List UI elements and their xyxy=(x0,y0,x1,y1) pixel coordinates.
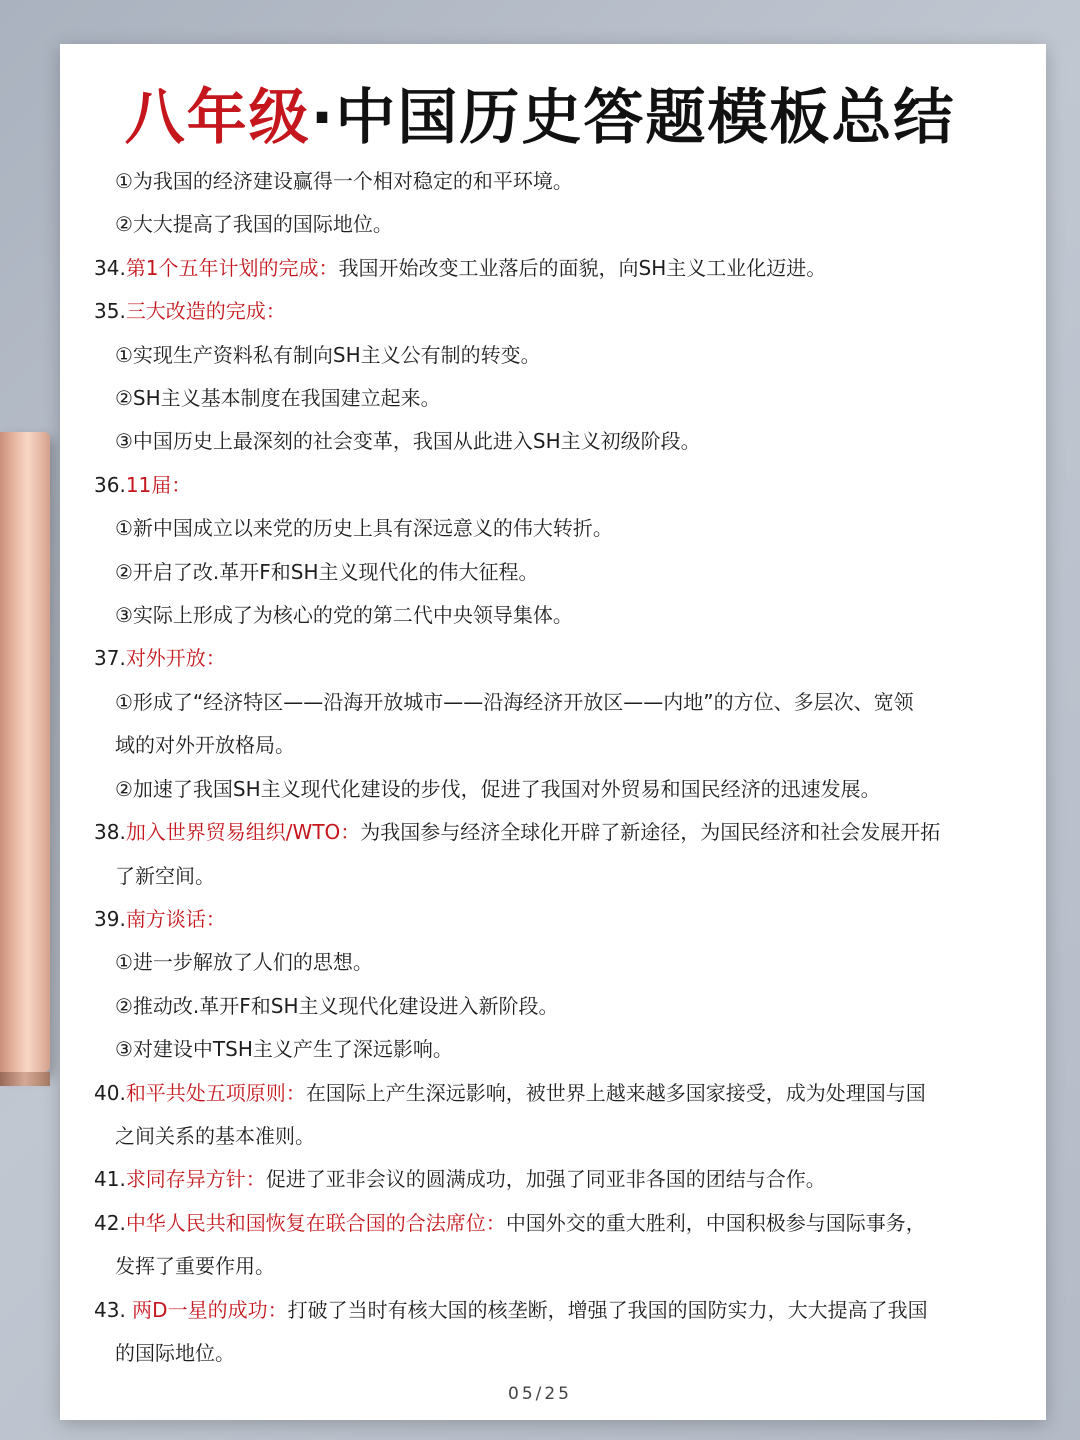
sub-item-continued: 域的对外开放格局。 xyxy=(115,733,295,758)
item-number: 40. xyxy=(94,1080,126,1105)
item-text-continued: 的国际地位。 xyxy=(115,1340,235,1365)
item-heading: 两D一星的成功： xyxy=(132,1297,288,1322)
item-number: 35. xyxy=(94,299,126,324)
item-heading: 对外开放： xyxy=(125,646,226,671)
item-number: 36. xyxy=(94,472,126,497)
item-number: 39. xyxy=(94,906,126,931)
pen-band xyxy=(0,1072,50,1086)
list-item xyxy=(94,1072,1009,1115)
text-line: ②大大提高了我国的国际地位。 xyxy=(115,212,393,237)
title-main: 中国历史答题模板总结 xyxy=(335,83,956,153)
item-heading: 加入世界贸易组织/WTO： xyxy=(125,820,361,845)
page-number: 05/25 xyxy=(508,1384,572,1404)
list-item xyxy=(94,1289,1009,1332)
list-item xyxy=(94,1202,1009,1245)
sub-item: ②加速了我国SH主义现代化建设的步伐，促进了我国对外贸易和国民经济的迅速发展。 xyxy=(115,776,881,801)
list-item xyxy=(94,811,1009,854)
item-text: 我国开始改变工业落后的面貌，向SH主义工业化迈进。 xyxy=(338,255,827,280)
sub-item: ①新中国成立以来党的历史上具有深远意义的伟大转折。 xyxy=(115,516,613,541)
item-text: 中国外交的重大胜利，中国积极参与国际事务， xyxy=(505,1210,926,1235)
item-number: 38. xyxy=(94,820,126,845)
item-number: 43. xyxy=(94,1297,133,1322)
item-heading: 第1个五年计划的完成： xyxy=(125,255,339,280)
item-text-continued: 发挥了重要作用。 xyxy=(115,1254,275,1279)
item-heading: 和平共处五项原则： xyxy=(125,1080,306,1105)
list-item xyxy=(94,290,1009,333)
page-title xyxy=(0,70,1080,156)
sub-item: ③中国历史上最深刻的社会变革，我国从此进入SH主义初级阶段。 xyxy=(115,429,701,454)
title-dot: · xyxy=(310,83,336,153)
item-heading: 南方谈话： xyxy=(125,906,226,931)
list-item xyxy=(94,898,1009,941)
list-item xyxy=(94,637,1009,680)
item-heading: 11届： xyxy=(125,472,192,497)
item-number: 42. xyxy=(94,1210,126,1235)
list-item xyxy=(94,247,1009,290)
item-text: 促进了亚非会议的圆满成功，加强了同亚非各国的团结与合作。 xyxy=(265,1167,826,1192)
text-line: ①为我国的经济建设赢得一个相对稳定的和平环境。 xyxy=(115,169,573,193)
item-text: 打破了当时有核大国的核垄断，增强了我国的国防实力，大大提高了我国 xyxy=(287,1297,928,1322)
list-item xyxy=(94,464,1009,507)
sub-item: ②推动改.革开F和SH主义现代化建设进入新阶段。 xyxy=(115,993,559,1018)
item-text-continued: 之间关系的基本准则。 xyxy=(115,1123,315,1148)
content-body xyxy=(94,160,1009,1375)
rose-gold-pen xyxy=(0,432,50,1072)
sub-item: ②开启了改.革开F和SH主义现代化的伟大征程。 xyxy=(115,559,539,584)
item-number: 34. xyxy=(94,255,126,280)
item-number: 37. xyxy=(94,646,126,671)
list-item xyxy=(94,1158,1009,1201)
item-heading: 三大改造的完成： xyxy=(125,299,286,324)
item-text: 在国际上产生深远影响，被世界上越来越多国家接受，成为处理国与国 xyxy=(305,1080,926,1105)
item-text: 为我国参与经济全球化开辟了新途径，为国民经济和社会发展开拓 xyxy=(360,820,941,845)
sub-item: ③对建设中TSH主义产生了深远影响。 xyxy=(115,1037,453,1062)
sub-item: ①形成了“经济特区——沿海开放城市——沿海经济开放区——内地”的方位、多层次、宽领 xyxy=(115,689,914,714)
sub-item: ②SH主义基本制度在我国建立起来。 xyxy=(115,386,441,411)
sub-item: ①实现生产资料私有制向SH主义公有制的转变。 xyxy=(115,342,541,367)
sub-item: ①进一步解放了人们的思想。 xyxy=(115,950,373,975)
item-heading: 中华人民共和国恢复在联合国的合法席位： xyxy=(125,1210,506,1235)
item-number: 41. xyxy=(94,1167,126,1192)
item-heading: 求同存异方针： xyxy=(125,1167,266,1192)
title-grade: 八年级 xyxy=(124,83,311,153)
sub-item: ③实际上形成了为核心的党的第二代中央领导集体。 xyxy=(115,603,573,628)
item-text-continued: 了新空间。 xyxy=(115,863,215,888)
